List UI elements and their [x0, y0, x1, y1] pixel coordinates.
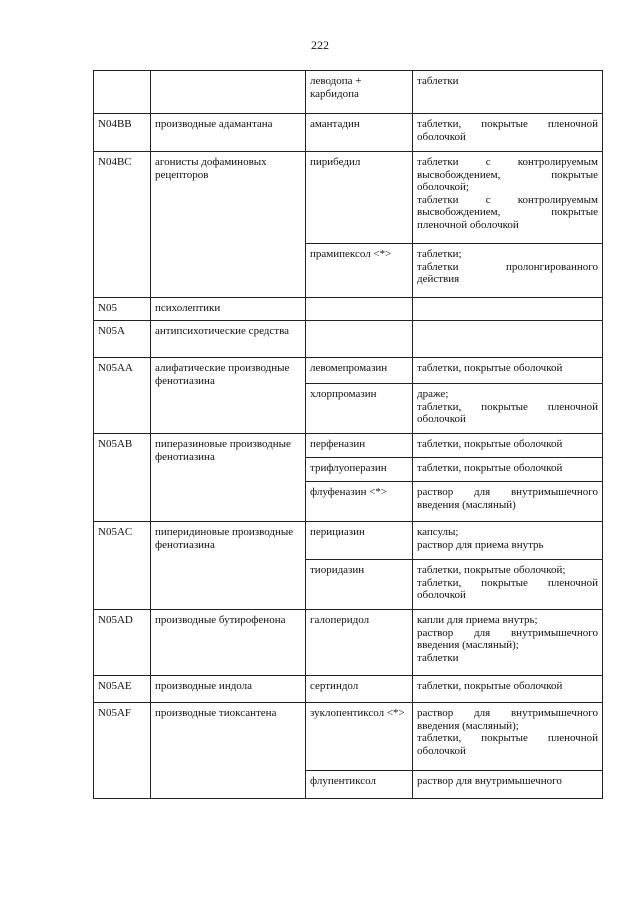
dosage-forms-cell: [413, 458, 603, 482]
dosage-form-line: раствор для внутримышечного введения (масляный);: [417, 626, 598, 651]
drug-name-cell: флуфеназин <*>: [306, 482, 413, 522]
table-row: [94, 434, 603, 458]
drug-name-cell: [306, 321, 413, 358]
drug-name-cell: сертиндол: [306, 676, 413, 703]
dosage-forms-cell: [413, 771, 603, 799]
table-row: [94, 522, 603, 560]
dosage-forms-cell: [413, 522, 603, 560]
dosage-form-line: таблетки пролонгированного действия: [417, 260, 598, 285]
group-name-cell: пиперидиновые производные фенотиазина: [151, 522, 306, 610]
dosage-form-line: таблетки, покрытые оболочкой: [417, 680, 563, 692]
table-row: [94, 152, 603, 244]
group-name-cell: [151, 71, 306, 114]
drug-name-cell: леводопа + карбидопа: [306, 71, 413, 114]
dosage-form-line: таблетки, покрытые оболочкой: [417, 462, 563, 474]
table-row: [94, 114, 603, 152]
dosage-forms-cell: [413, 676, 603, 703]
dosage-form-line: капсулы;: [417, 526, 459, 538]
group-name-cell: агонисты дофаминовых рецепторов: [151, 152, 306, 298]
group-name-cell: алифатические производные фенотиазина: [151, 358, 306, 434]
dosage-form-line: таблетки, покрытые оболочкой: [417, 438, 563, 450]
drug-name-cell: зуклопентиксол <*>: [306, 703, 413, 771]
dosage-form-line: таблетки с контролируемым высвобождением, покрытые оболочкой;: [417, 156, 598, 193]
dosage-form-line: раствор для внутримышечного введения (масляный);: [417, 707, 598, 732]
dosage-forms-cell: [413, 434, 603, 458]
table-row: [94, 298, 603, 321]
drug-name-cell: галоперидол: [306, 610, 413, 676]
dosage-forms-cell: [413, 384, 603, 434]
page-number: 222: [311, 38, 329, 52]
table-row: [94, 321, 603, 358]
drug-name-cell: левомепромазин: [306, 358, 413, 384]
dosage-forms-cell: [413, 298, 603, 321]
dosage-forms-cell: [413, 482, 603, 522]
dosage-form-line: таблетки, покрытые пленочной оболочкой: [417, 400, 598, 425]
dosage-form-line: капли для приема внутрь;: [417, 614, 538, 626]
dosage-form-line: таблетки: [417, 651, 459, 664]
atc-code-cell: N05AD: [94, 610, 151, 676]
group-name-cell: антипсихотические средства: [151, 321, 306, 358]
dosage-form-line: драже;: [417, 388, 449, 400]
dosage-forms-cell: [413, 152, 603, 244]
dosage-form-line: таблетки, покрытые оболочкой: [417, 362, 563, 374]
atc-code-cell: [94, 71, 151, 114]
dosage-form-line: таблетки;: [417, 248, 462, 260]
dosage-forms-cell: [413, 560, 603, 610]
table-row: [94, 703, 603, 771]
drug-name-cell: перфеназин: [306, 434, 413, 458]
dosage-forms-cell: [413, 71, 603, 114]
drug-name-cell: перициазин: [306, 522, 413, 560]
dosage-form-line: раствор для внутримышечного введения (масляный): [417, 486, 598, 511]
dosage-form-line: таблетки с контролируемым высвобождением, покрытые пленочной оболочкой: [417, 193, 598, 231]
dosage-forms-cell: [413, 610, 603, 676]
drug-name-cell: хлорпромазин: [306, 384, 413, 434]
group-name-cell: производные бутирофенона: [151, 610, 306, 676]
drug-name-cell: [306, 298, 413, 321]
drug-name-cell: тиоридазин: [306, 560, 413, 610]
dosage-form-line: таблетки, покрытые пленочной оболочкой: [417, 732, 598, 757]
atc-code-cell: N04BB: [94, 114, 151, 152]
group-name-cell: производные тиоксантена: [151, 703, 306, 799]
dosage-forms-cell: [413, 703, 603, 771]
group-name-cell: пиперазиновые производные фенотиазина: [151, 434, 306, 522]
drug-table: [93, 70, 603, 799]
drug-name-cell: амантадин: [306, 114, 413, 152]
drug-name-cell: трифлуоперазин: [306, 458, 413, 482]
dosage-forms-cell: [413, 244, 603, 298]
dosage-form-line: таблетки, покрытые оболочкой;: [417, 564, 566, 576]
dosage-form-line: раствор для внутримышечного: [417, 775, 562, 787]
atc-code-cell: N05AE: [94, 676, 151, 703]
dosage-form-line: раствор для приема внутрь: [417, 538, 544, 551]
drug-name-cell: флупентиксол: [306, 771, 413, 799]
table-row: [94, 71, 603, 114]
drug-name-cell: прамипексол <*>: [306, 244, 413, 298]
group-name-cell: производные адамантана: [151, 114, 306, 152]
table-row: [94, 610, 603, 676]
drug-name-cell: пирибедил: [306, 152, 413, 244]
atc-code-cell: N05AF: [94, 703, 151, 799]
dosage-form-line: таблетки, покрытые пленочной оболочкой: [417, 576, 598, 601]
atc-code-cell: N05AA: [94, 358, 151, 434]
table-row: [94, 676, 603, 703]
dosage-form-line: таблетки, покрытые пленочной оболочкой: [417, 118, 598, 143]
group-name-cell: производные индола: [151, 676, 306, 703]
dosage-forms-cell: [413, 358, 603, 384]
dosage-form-line: таблетки: [417, 75, 459, 87]
dosage-forms-cell: [413, 321, 603, 358]
atc-code-cell: N05A: [94, 321, 151, 358]
group-name-cell: психолептики: [151, 298, 306, 321]
atc-code-cell: N05: [94, 298, 151, 321]
atc-code-cell: N05AC: [94, 522, 151, 610]
table-row: [94, 358, 603, 384]
atc-code-cell: N04BC: [94, 152, 151, 298]
atc-code-cell: N05AB: [94, 434, 151, 522]
dosage-forms-cell: [413, 114, 603, 152]
